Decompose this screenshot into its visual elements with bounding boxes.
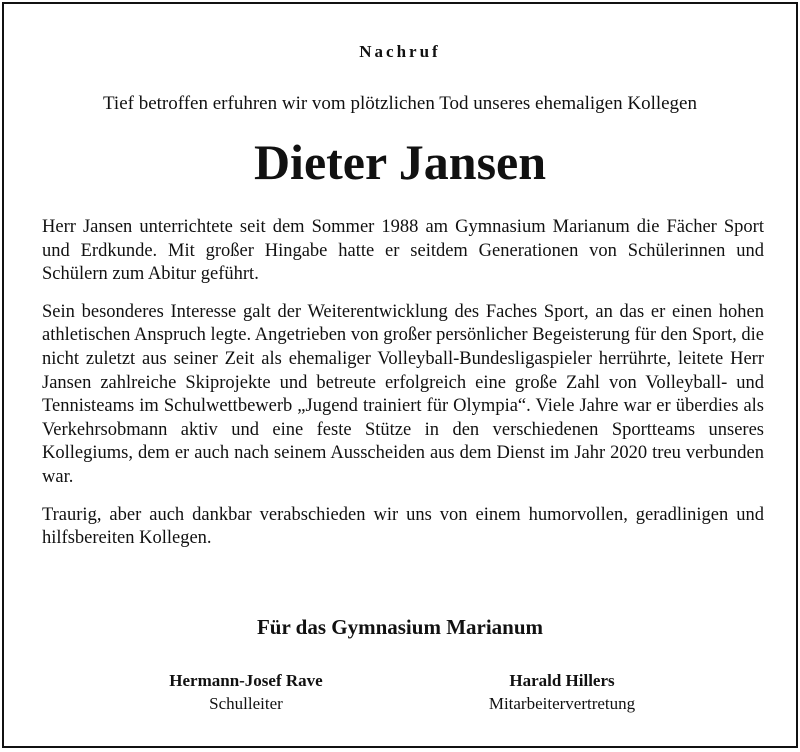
deceased-name: Dieter Jansen [253, 134, 547, 190]
notice-heading: Nachruf [359, 42, 441, 61]
obituary-notice [2, 2, 798, 748]
closing-line: Für das Gymnasium Marianum [256, 615, 544, 639]
signatory-principal [96, 670, 396, 716]
signatory-role: Mitarbeitervertretung [488, 694, 636, 713]
signatory-staff-council [412, 670, 712, 716]
body-paragraph-3: Traurig, aber auch dankbar verabschieden wir uns von einem humorvollen, geradlinigen und hilfsbereiten Kollegen. [42, 504, 764, 549]
notice-body [42, 216, 764, 565]
signatory-name: Harald Hillers [509, 671, 615, 690]
intro-line: Tief betroffen erfuhren wir vom plötzlichen Tod unseres ehemaligen Kollegen [102, 93, 697, 114]
body-paragraph-1: Herr Jansen unterrichtete seit dem Sommer 1988 am Gymnasium Marianum die Fächer Sport und Erdkunde. Mit großer Hingabe hatte er seitdem Generationen von Schülerinnen und Schülern zum Abitur geführt. [42, 217, 764, 285]
signatory-role: Schulleiter [209, 694, 283, 713]
signatory-name: Hermann-Josef Rave [169, 671, 323, 690]
body-paragraph-2: Sein besonderes Interesse galt der Weiterentwicklung des Faches Sport, an das er einen hohen athletischen Anspruch legte. Angetrieben von großer persönlicher Begeisterung für den Sport, die nicht zuletzt aus seiner Zeit als ehemaliger Volleyball-Bundesligaspieler herrührte, leitete Herr Jansen zahlreiche Skiprojekte und betreute erfolgreich eine große Zahl von Volleyball- und Tennisteams im Schulwettbewerb „Jugend trainiert für Olympia“. Viele Jahre war er überdies als Verkehrsobmann aktiv und eine feste Stütze in den verschiedenen Sportteams unseres Kollegiums, dem er auch nach seinem Ausscheiden aus dem Dienst im Jahr 2020 treu verbunden war. [42, 301, 764, 487]
